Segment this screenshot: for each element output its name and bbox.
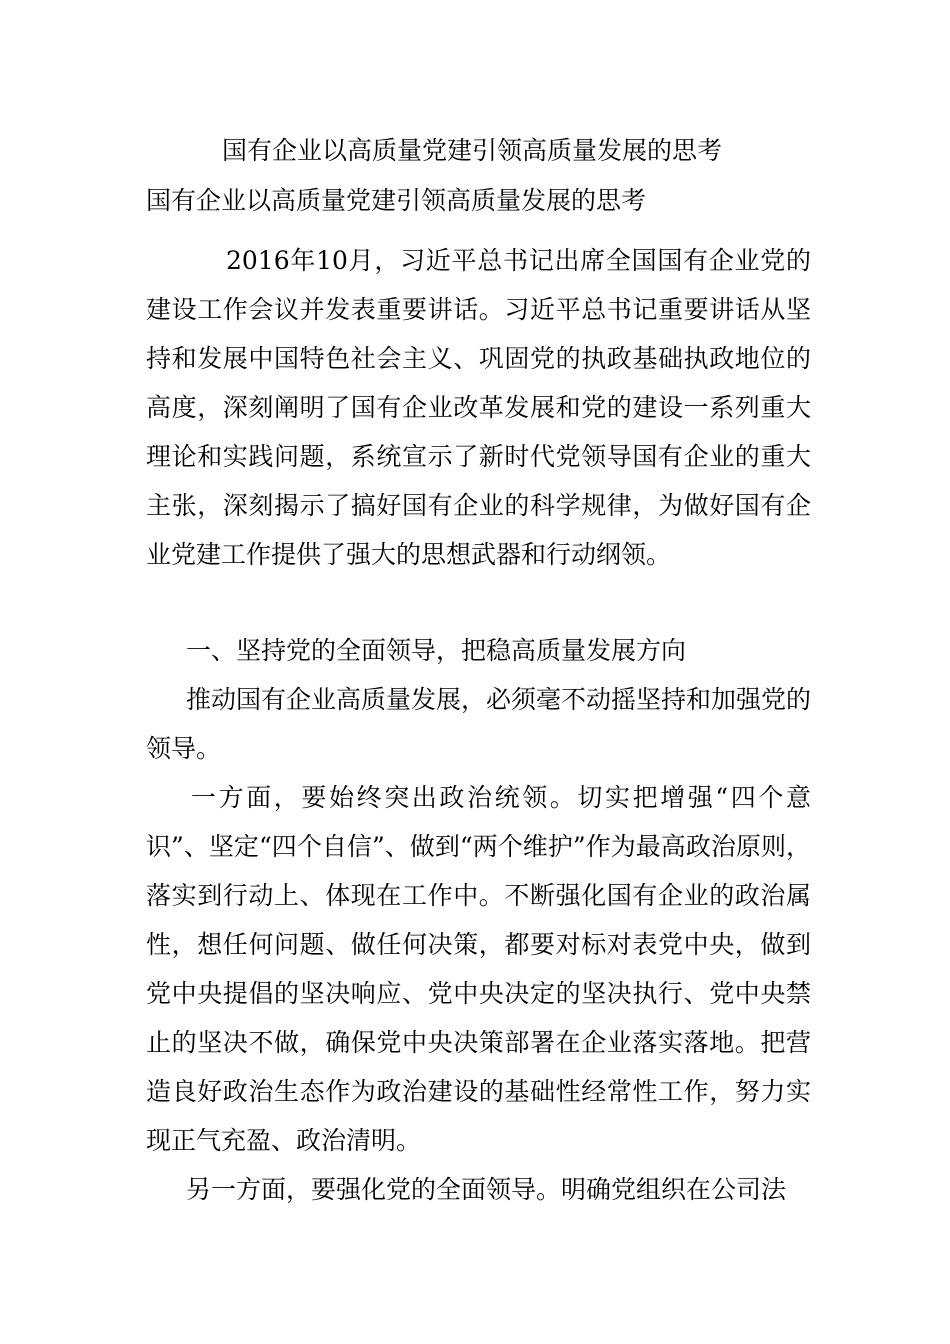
document-title: 国有企业以高质量党建引领高质量发展的思考	[222, 136, 723, 165]
paragraph-other-side: 另一方面，要强化党的全面领导。明确党组织在公司法	[186, 1175, 787, 1204]
paragraph-intro: 2016年10月，习近平总书记出席全国国有企业党的建设工作会议并发表重要讲话。习近平总书记重要讲话从坚持和发展中国特色社会主义、巩固党的执政基础执政地位的高度，深刻阐明了国有企业改革发展和党的建设一系列重大理论和实践问题，系统宣示了新时代党领导国有企业的重大主张，深刻揭示了搞好国有企业的科学规律，为做好国有企业党建工作提供了强大的思想武器和行动纲领。	[146, 246, 811, 569]
document-subtitle: 国有企业以高质量党建引领高质量发展的思考	[146, 186, 647, 215]
section-heading-1: 一、坚持党的全面领导，把稳高质量发展方向	[186, 636, 687, 665]
paragraph-one-side: 一方面，要始终突出政治统领。切实把增强“四个意识”、坚定“四个自信”、做到“两个维护”作为最高政治原则，落实到行动上、体现在工作中。不断强化国有企业的政治属性，想任何问题、做任何决策，都要对标对表党中央，做到党中央提倡的坚决响应、党中央决定的坚决执行、党中央禁止的坚决不做，确保党中央决策部署在企业落实落地。把营造良好政治生态作为政治建设的基础性经常性工作，努力实现正气充盈、政治清明。	[146, 783, 811, 1155]
paragraph-lead: 推动国有企业高质量发展，必须毫不动摇坚持和加强党的领导。	[146, 685, 812, 763]
